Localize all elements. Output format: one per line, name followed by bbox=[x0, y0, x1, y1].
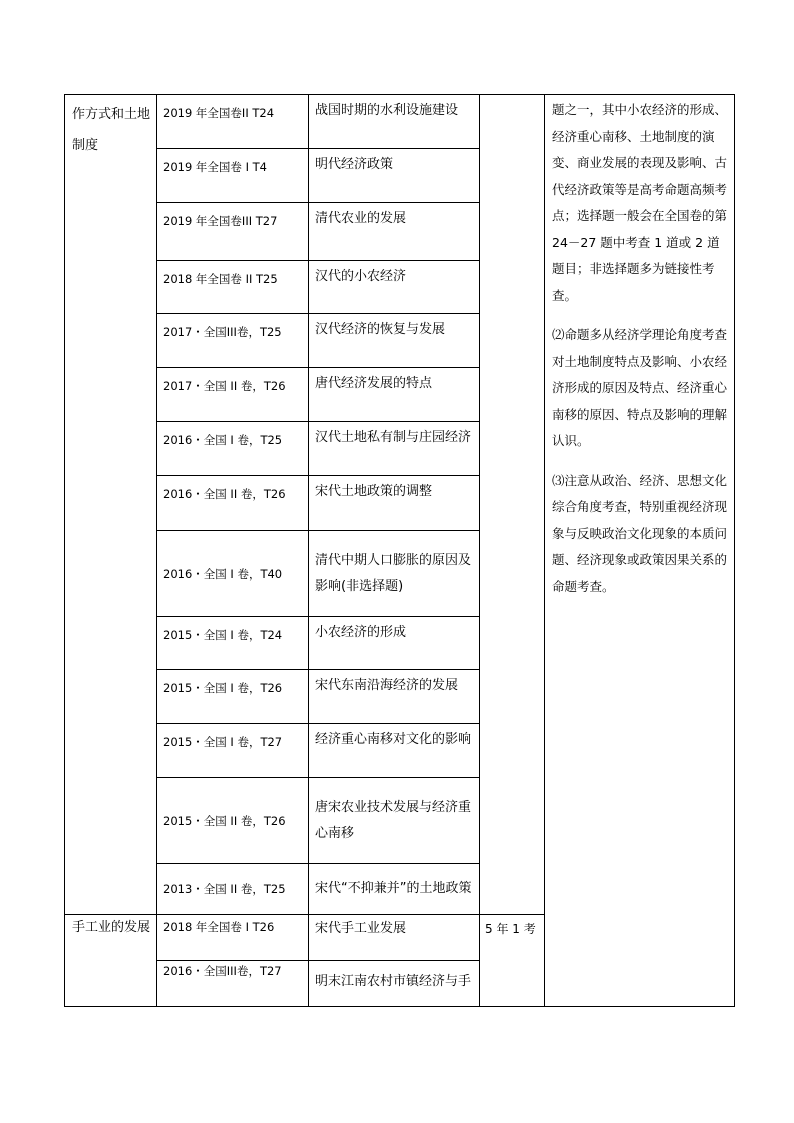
analysis-paragraph-3: ⑶注意从政治、经济、思想文化综合角度考查，特别重视经济现象与反映政治文化现象的本质问题、经济现象或政策因果关系的命题考查。 bbox=[552, 472, 728, 594]
content-cell: 宋代东南沿海经济的发展 bbox=[309, 670, 480, 724]
content-cell: 明代经济政策 bbox=[309, 149, 480, 203]
exam-cell: 2015・全国 I 卷，T26 bbox=[157, 670, 309, 724]
exam-cell: 2017・全国III卷，T25 bbox=[157, 314, 309, 368]
exam-cell: 2017・全国 II 卷，T26 bbox=[157, 368, 309, 422]
content-cell: 小农经济的形成 bbox=[309, 617, 480, 670]
analysis-paragraph-2: ⑵命题多从经济学理论角度考查对土地制度特点及影响、小农经济形成的原因及特点、经济重心南移的原因、特点及影响的理解认识。 bbox=[552, 327, 728, 448]
analysis-cell bbox=[545, 95, 735, 1007]
exam-cell: 2018 年全国卷 II T25 bbox=[157, 261, 309, 314]
content-cell: 战国时期的水利设施建设 bbox=[309, 95, 480, 149]
exam-cell: 2016・全国 II 卷，T26 bbox=[157, 476, 309, 531]
exam-analysis-table bbox=[64, 94, 735, 1007]
exam-cell: 2019 年全国卷 I T4 bbox=[157, 149, 309, 203]
analysis-paragraph-1: 题之一，其中小农经济的形成、经济重心南移、土地制度的演变、商业发展的表现及影响、古代经济政策等是高考命题高频考点；选择题一般会在全国卷的第 24－27 题中考查 1 道或 2 道题目；非选择题多为链接性考查。 bbox=[552, 102, 728, 303]
exam-cell: 2016・全国III卷，T27 bbox=[157, 961, 309, 1007]
content-cell: 清代中期人口膨胀的原因及影响(非选择题) bbox=[309, 531, 480, 617]
exam-cell: 2015・全国 I 卷，T27 bbox=[157, 724, 309, 778]
content-cell: 汉代经济的恢复与发展 bbox=[309, 314, 480, 368]
content-cell: 宋代土地政策的调整 bbox=[309, 476, 480, 531]
exam-cell: 2019 年全国卷II T24 bbox=[157, 95, 309, 149]
exam-cell: 2016・全国 I 卷，T40 bbox=[157, 531, 309, 617]
content-cell: 汉代土地私有制与庄园经济 bbox=[309, 422, 480, 476]
content-cell: 明末江南农村市镇经济与手 bbox=[309, 961, 480, 1007]
content-cell: 经济重心南移对文化的影响 bbox=[309, 724, 480, 778]
topic-cell-handicraft: 手工业的发展 bbox=[65, 915, 157, 1007]
exam-cell: 2018 年全国卷 I T26 bbox=[157, 915, 309, 961]
frequency-cell-empty bbox=[480, 95, 545, 915]
exam-cell: 2019 年全国卷III T27 bbox=[157, 203, 309, 261]
exam-cell: 2015・全国 I 卷，T24 bbox=[157, 617, 309, 670]
content-cell: 清代农业的发展 bbox=[309, 203, 480, 261]
table-row bbox=[65, 95, 735, 149]
content-cell: 唐代经济发展的特点 bbox=[309, 368, 480, 422]
exam-cell: 2016・全国 I 卷，T25 bbox=[157, 422, 309, 476]
exam-cell: 2013・全国 II 卷，T25 bbox=[157, 864, 309, 915]
frequency-cell-handicraft: 5 年 1 考 bbox=[480, 915, 545, 1007]
content-cell: 宋代“不抑兼并”的土地政策 bbox=[309, 864, 480, 915]
content-cell: 宋代手工业发展 bbox=[309, 915, 480, 961]
exam-cell: 2015・全国 II 卷，T26 bbox=[157, 778, 309, 864]
content-cell: 汉代的小农经济 bbox=[309, 261, 480, 314]
content-cell: 唐宋农业技术发展与经济重心南移 bbox=[309, 778, 480, 864]
topic-cell-agriculture-land: 作方式和土地制度 bbox=[65, 95, 157, 915]
